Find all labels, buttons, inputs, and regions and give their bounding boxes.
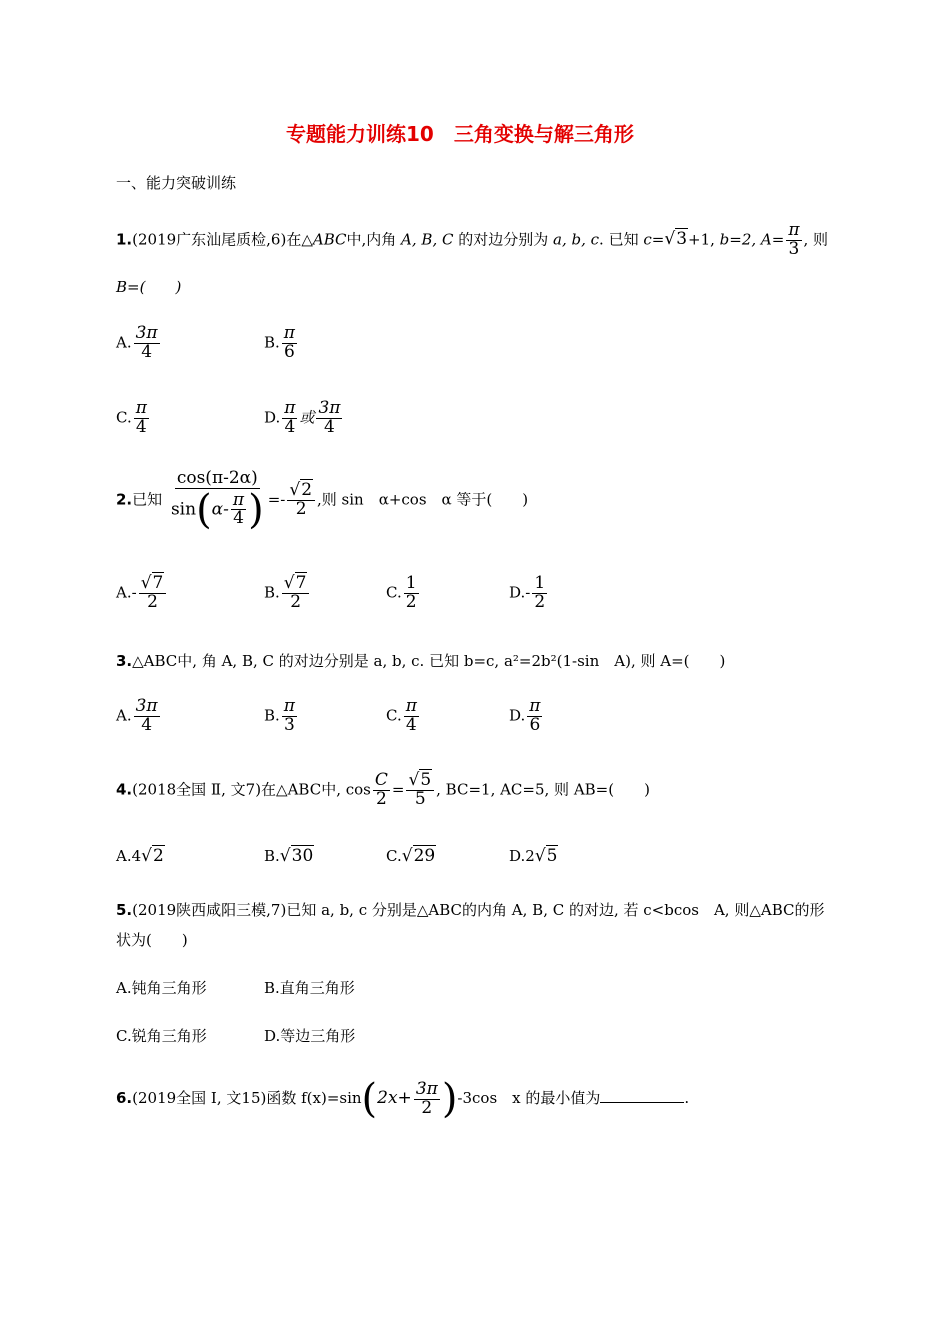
q2-option-a[interactable]: A.- $\frac{√7}{2}$: [116, 575, 168, 612]
q6-end: .: [684, 1089, 690, 1107]
q3-option-b[interactable]: B. $\frac{\pi}{3}$: [264, 696, 295, 735]
q1-c-eq: c=: [643, 230, 665, 249]
question-number: 3.: [116, 652, 133, 670]
q5-option-c[interactable]: C.锐角三角形: [116, 1027, 207, 1045]
q3-option-a[interactable]: A. $\frac{3\pi}{4}$: [116, 696, 158, 735]
q1-option-d[interactable]: D. $\frac{\pi}{4}$ 或 $\frac{3\pi}{4}$: [264, 398, 341, 437]
q1-a-eq: A=: [760, 230, 785, 249]
q2-eq: =-: [267, 490, 286, 509]
q1-angles: A, B, C: [396, 230, 459, 249]
q2-known: 已知: [132, 490, 163, 509]
q6-text-b: -3cos x 的最小值为: [457, 1089, 601, 1107]
question-number: 1.: [116, 230, 133, 249]
q4-text-b: , BC=1, AC=5, 则 AB=( ): [436, 780, 650, 799]
q1-option-a[interactable]: A. $\frac{3\pi}{4}$: [116, 323, 158, 362]
q1-line2: B=( ): [116, 278, 182, 296]
q1-text-d: . 已知: [599, 230, 644, 249]
section-heading: 一、能力突破训练: [116, 174, 237, 192]
q2-option-c[interactable]: C. $\frac{1}{2}$: [386, 573, 417, 612]
question-6: 6.(2019全国 Ⅰ, 文15)函数 f(x)=sin(2x+ $\frac{3\pi}{2}$ )-3cos x 的最小值为 .: [116, 1076, 690, 1122]
q1-b-eq: b=2,: [719, 230, 761, 249]
q5-line1: (2019陕西咸阳三模,7)已知 a, b, c 分别是△ABC的内角 A, B, C 的对边, 若 c<bcos A, 则△ABC的形: [132, 901, 825, 919]
q4-option-b[interactable]: B.√30: [264, 846, 314, 866]
q3-option-c[interactable]: C. $\frac{\pi}{4}$: [386, 696, 417, 735]
q4-eq: =: [391, 780, 405, 799]
q1-plus1: +1,: [688, 230, 720, 249]
fraction-pi-3: $\frac{\pi}{3}$: [788, 220, 800, 259]
question-1: [116, 222, 828, 259]
question-number: 4.: [116, 780, 133, 799]
q1-text: (2019广东汕尾质检,6)在△: [132, 230, 313, 249]
q5-line2: 状为( ): [116, 931, 188, 949]
q5-option-b[interactable]: B.直角三角形: [264, 979, 355, 997]
q1-text-b: 中,内角: [346, 230, 397, 249]
fraction-c-2: $\frac{C}{2}$: [374, 770, 388, 809]
q2-option-d[interactable]: D.- $\frac{1}{2}$: [509, 573, 546, 612]
question-number: 2.: [116, 490, 133, 509]
question-5: [116, 899, 825, 920]
answer-blank[interactable]: [600, 1088, 684, 1103]
q4-option-a[interactable]: A.4√2: [116, 846, 164, 866]
q1-sides: a, b, c: [548, 230, 600, 249]
q1-abc: ABC: [312, 230, 347, 249]
fraction-sqrt2-2: $\frac{√2}{2}$: [287, 482, 315, 519]
q5-option-a[interactable]: A.钝角三角形: [116, 979, 207, 997]
page-title: 专题能力训练10 三角变换与解三角形: [286, 122, 634, 146]
fraction-3pi-2: $\frac{3\pi}{2}$: [415, 1078, 438, 1118]
sqrt-3: √3: [664, 229, 688, 250]
q5-option-d[interactable]: D.等边三角形: [264, 1027, 356, 1045]
question-number: 6.: [116, 1089, 133, 1107]
q3-option-d[interactable]: D. $\frac{\pi}{6}$: [509, 696, 541, 735]
fraction-sqrt5-5: $\frac{√5}{5}$: [406, 772, 434, 809]
q6-text-a: (2019全国 Ⅰ, 文15)函数 f(x)=sin: [132, 1089, 362, 1107]
q1-option-b[interactable]: B. $\frac{\pi}{6}$: [264, 323, 295, 362]
q4-text-a: (2018全国 Ⅱ, 文7)在△ABC中, cos: [132, 780, 371, 799]
question-4: [116, 772, 650, 809]
question-2: [116, 470, 528, 531]
q6-inner: 2x+: [377, 1088, 412, 1108]
q2-option-b[interactable]: B. $\frac{√7}{2}$: [264, 575, 311, 612]
q4-option-d[interactable]: D.2√5: [509, 846, 558, 866]
q2-rest: ,则 sin α+cos α 等于( ): [317, 490, 529, 509]
q2-big-fraction: cos(π-2α) sin(α- $\frac{\pi}{4}$ ): [170, 468, 264, 533]
q1-option-c[interactable]: C. $\frac{\pi}{4}$: [116, 398, 147, 437]
question-3: [116, 650, 725, 671]
q3-text: △ABC中, 角 A, B, C 的对边分别是 a, b, c. 已知 b=c, a²=2b²(1-sin A), 则 A=( ): [132, 652, 726, 670]
q1-then: , 则: [803, 230, 829, 249]
q4-option-c[interactable]: C.√29: [386, 846, 436, 866]
question-number: 5.: [116, 901, 133, 919]
q1-text-c: 的对边分别为: [458, 230, 549, 249]
